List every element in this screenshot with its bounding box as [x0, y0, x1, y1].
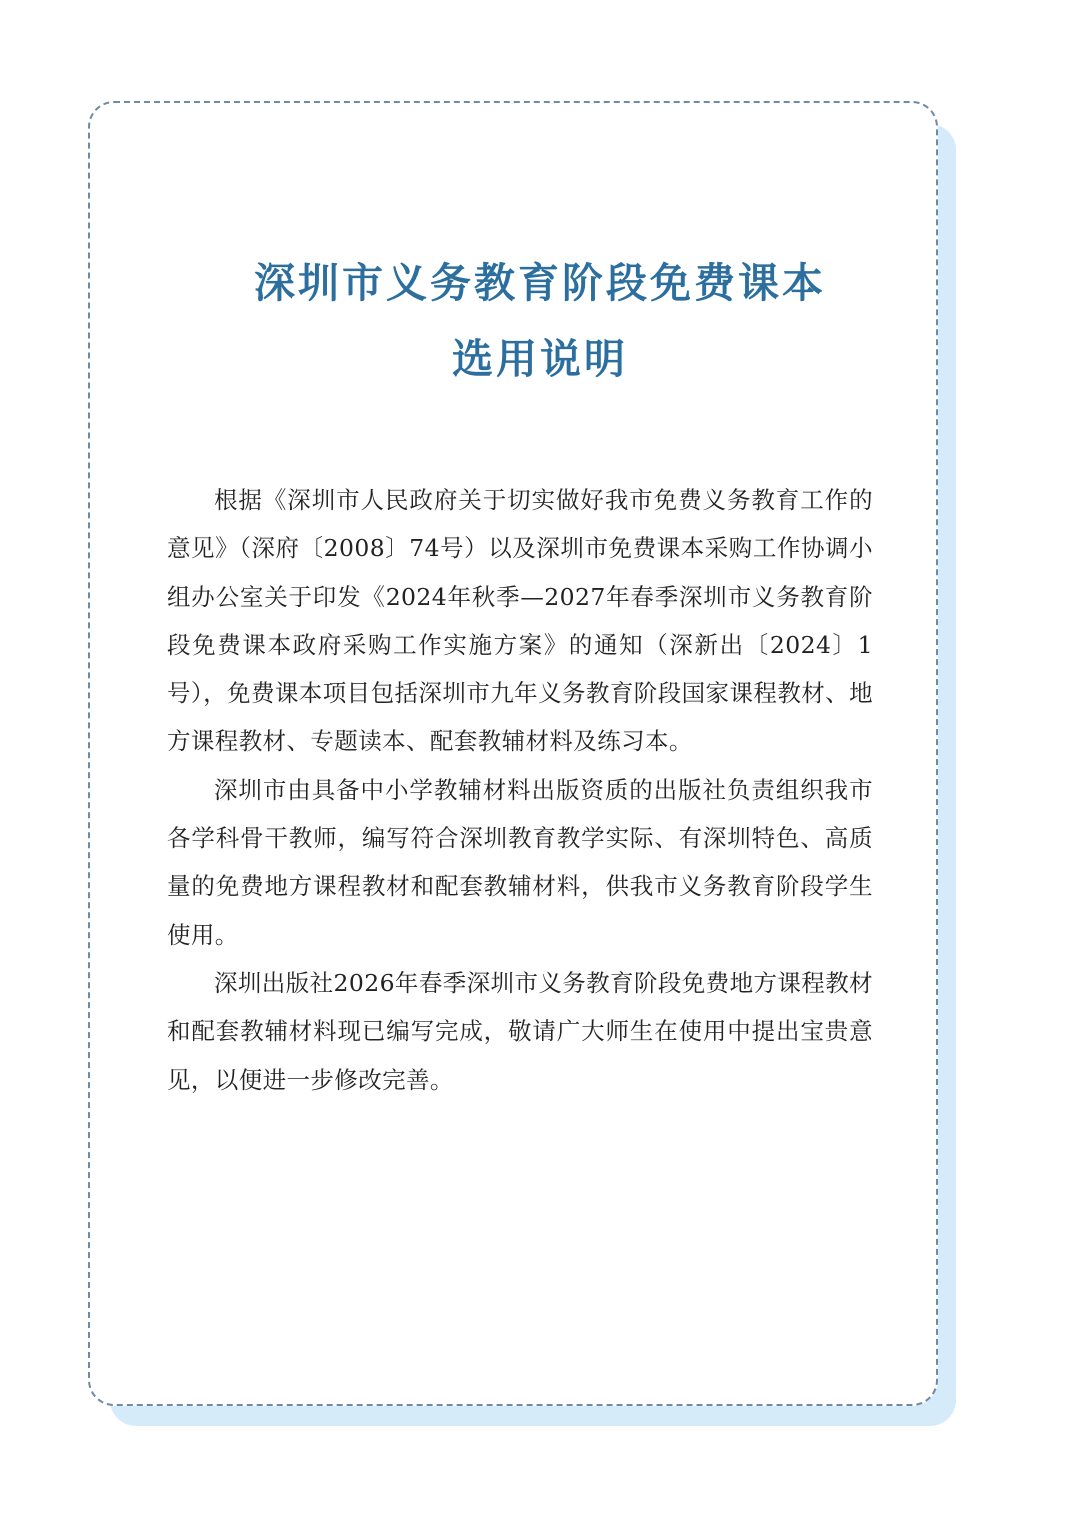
page-title: 深圳市义务教育阶段免费课本: [254, 259, 826, 307]
paragraph: 根据《深圳市人民政府关于切实做好我市免费义务教育工作的意见》（深府〔2008〕74号）以及深圳市免费课本采购工作协调小组办公室关于印发《2024年秋季—2027年春季深圳市义务教育阶段免费课本政府采购工作实施方案》的通知（深新出〔2024〕1号），免费课本项目包括深圳市九年义务教育阶段国家课程教材、地方课程教材、专题读本、配套教辅材料及练习本。: [167, 486, 873, 756]
paragraph: 深圳出版社2026年春季深圳市义务教育阶段免费地方课程教材和配套教辅材料现已编写完成，敬请广大师生在使用中提出宝贵意见，以便进一步修改完善。: [167, 968, 873, 1094]
body-text: [167, 476, 873, 1104]
paragraph: 深圳市由具备中小学教辅材料出版资质的出版社负责组织我市各学科骨干教师，编写符合深圳教育教学实际、有深圳特色、高质量的免费地方课程教材和配套教辅材料，供我市义务教育阶段学生使用。: [167, 775, 873, 949]
page-subtitle: 选用说明: [452, 335, 628, 383]
